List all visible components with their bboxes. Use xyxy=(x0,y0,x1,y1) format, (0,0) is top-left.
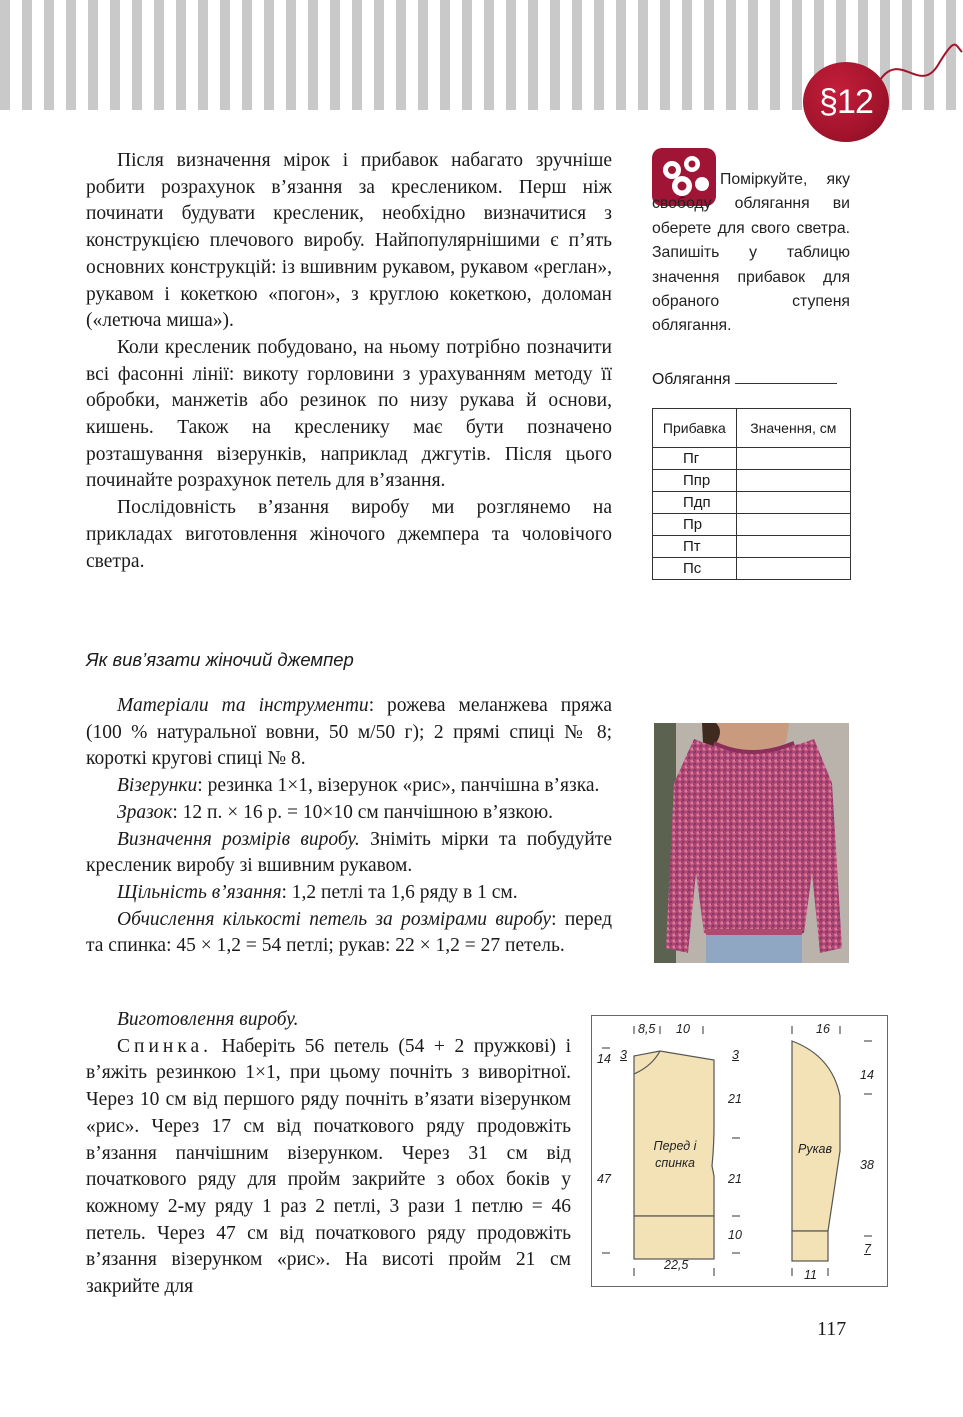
density-paragraph: Щільність в’язання: 1,2 петлі та 1,6 ряду в 1 см. xyxy=(117,881,518,903)
dim-neck-drop: 3 xyxy=(620,1048,627,1062)
dim-body-left: 47 xyxy=(597,1172,611,1186)
fit-label: Облягання xyxy=(652,371,731,388)
value-cell[interactable] xyxy=(736,558,850,580)
patterns-paragraph: Візерунки: резинка 1×1, візерунок «рис», панчішна в’язка. xyxy=(117,775,600,797)
table-row: Пс xyxy=(653,558,851,580)
fit-field[interactable] xyxy=(652,371,837,389)
making-paragraph: Виготовлення виробу. xyxy=(117,1009,299,1030)
dim-shoulder-drop: 3 xyxy=(732,1048,739,1062)
table-row: Пт xyxy=(653,536,851,558)
value-cell[interactable] xyxy=(736,536,850,558)
allowance-table xyxy=(652,408,851,580)
value-cell[interactable] xyxy=(736,448,850,470)
materials-paragraph: Матеріали та інструменти: рожева меланжева пряжа (100 % натуральної вовни, 50 м/50 г); 2 прямі спиці № 8; короткі кругові спиці № 8. xyxy=(86,695,613,770)
dim-sleeve-cap: 14 xyxy=(860,1068,874,1082)
page-number: 117 xyxy=(817,1318,847,1340)
dim-sleeve-length: 38 xyxy=(860,1158,874,1172)
dim-left-top: 14 xyxy=(597,1052,611,1066)
intro-paragraph-2: Коли кресленик побудовано, на ньому потрібно позначити всі фасонні лінії: викоту горловини з урахуванням методу її обробки, манжетів або резинок по низу рукава й основи, кишень. Також на кресленику має бути позначено розташування візерунків, наприклад джгутів. Після цього починайте розрахунок петель для в’язання. xyxy=(86,336,612,492)
pattern-diagram xyxy=(591,1015,888,1287)
dim-sleeve-cuff: 7 xyxy=(864,1242,871,1256)
table-row: Пдп xyxy=(653,492,851,514)
dim-top-shoulder: 10 xyxy=(676,1022,690,1036)
fit-blank-line[interactable] xyxy=(735,383,837,384)
intro-text xyxy=(86,148,612,575)
pattern-text-top xyxy=(86,693,612,960)
sizes-paragraph: Визначення розмірів виробу. Зніміть мірки та побудуйте кресленик виробу зі вшивним рукавом. xyxy=(86,828,612,877)
dim-rib: 10 xyxy=(728,1228,742,1242)
value-cell[interactable] xyxy=(736,514,850,536)
dim-armhole: 21 xyxy=(728,1092,742,1106)
front-label: Перед і спинка xyxy=(653,1139,697,1170)
section-title: Як вив’язати жіночий джемпер xyxy=(86,649,354,670)
dim-top-neck: 8,5 xyxy=(638,1022,656,1036)
dim-cuff-width: 11 xyxy=(804,1268,817,1282)
table-row: Ппр xyxy=(653,470,851,492)
dim-width: 22,5 xyxy=(664,1258,689,1272)
intro-paragraph-1: Після визначення мірок і прибавок набагато зручніше робити розрахунок в’язання за креслеником. Перш ніж починати будувати кресленик, необхідно визначитися з конструкцією плечового виробу. Найпопулярнішими є п’ять основних конструкцій: із вшивним рукавом, рукавом «реглан», рукавом і кокеткою «погон», з круглою кокеткою, доломан («летюча миша»). xyxy=(86,150,612,332)
table-row: Пг xyxy=(653,448,851,470)
sleeve-label: Рукав xyxy=(798,1142,832,1156)
value-cell[interactable] xyxy=(736,492,850,514)
table-header-value: Значення, см xyxy=(736,409,850,448)
calc-paragraph: Обчислення кількості петель за розмірами виробу: перед та спинка: 45 × 1,2 = 54 петлі; рукав: 22 × 1,2 = 27 петель. xyxy=(86,908,612,957)
value-cell[interactable] xyxy=(736,470,850,492)
pattern-text-bottom xyxy=(86,1007,571,1301)
sample-paragraph: Зразок: 12 п. × 16 р. = 10×10 см панчішною в’язкою. xyxy=(117,801,554,823)
section-badge: §12 xyxy=(803,62,889,142)
dim-body-mid: 21 xyxy=(728,1172,742,1186)
jumper-photo xyxy=(654,723,849,963)
dim-sleeve-top: 16 xyxy=(816,1022,830,1036)
back-paragraph: Спинка. Наберіть 56 петель (54 + 2 пружкові) і в’яжіть резинкою 1×1, при цьому почніть з виворітної. Через 10 см від першого ряду почніть в’язати візерунком «рис». Через 17 см від початкового ряду продовжіть в’язання панчішним візерунком. Через 31 см від початкового ряду для пройм закрийте з обох боків у кожному 2-му ряду 1 раз 2 петлі, 3 рази 1 петлю = 46 петель. Через 47 см від початкового ряду продовжіть в’язання візерунком «рис». На висоті пройм 21 см закрийте для xyxy=(86,1035,571,1298)
table-header-allowance: Прибавка xyxy=(653,409,737,448)
table-row: Пр xyxy=(653,514,851,536)
intro-paragraph-3: Послідовність в’язання виробу ми розглянемо на прикладах виготовлення жіночого джемпера та чоловічого светра. xyxy=(86,497,612,572)
sidebar-text: Поміркуйте, яку свободу облягання ви оберете для свого светра. Запишіть у таблицю значення прибавок для обраного ступеня облягання. xyxy=(652,171,850,335)
